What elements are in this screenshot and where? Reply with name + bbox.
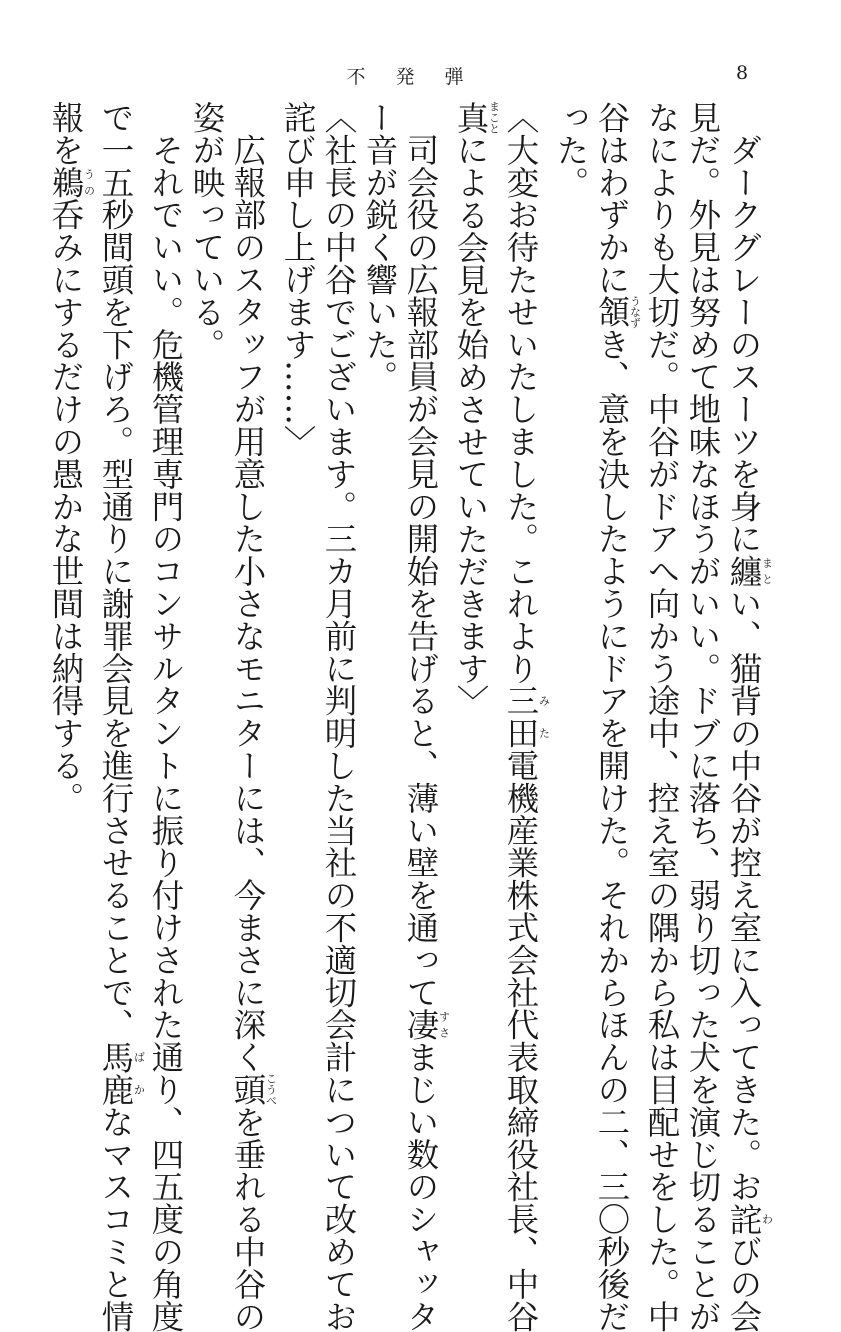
page-number: 8 (736, 62, 749, 84)
furigana-unomi: 鵜うの (47, 165, 96, 199)
text-column-4: 谷はわずかに頷うなずき、意を決したようにドアを開けた。それからほんの二、三〇秒後だ (593, 101, 642, 1332)
text-column-13: 姿が映っている。 (188, 101, 226, 361)
furigana-baka: 馬鹿ばか (97, 1040, 146, 1106)
running-header-title: 不発弾 (346, 66, 494, 88)
text-column-16: 報を鵜うの呑みにするだけの愚かな世間は納得する。 (47, 101, 96, 814)
furigana-unazu: 頷うなず (593, 295, 642, 329)
text-column-1: ダークグレーのスーツを身に纏まとい、猫背の中谷が控え室に入ってきた。お詫わびの会 (725, 101, 774, 1332)
text-column-10: 〈社長の中谷でございます。三カ月前に判明した当社の不適切会計について改めてお (320, 101, 358, 1332)
text-column-9: ー音が鋭く響いた。 (361, 101, 399, 393)
text-column-3: なによりも大切だ。中谷がドアへ向かう途中、控え室の隅から私は目配せをした。中 (643, 101, 681, 1332)
furigana-mita: 三田みた (502, 684, 551, 750)
text-column-5: った。 (552, 101, 590, 199)
text-column-11: 詫び申し上げます……〉 (279, 101, 317, 458)
text-column-12: 広報部のスタッフが用意した小さなモニターには、今まさに深く頭こうべを垂れる中谷の (229, 101, 278, 1332)
furigana-matou: 纏まと (725, 554, 774, 588)
furigana-makoto: 真まこと (452, 101, 501, 134)
text-column-7: 真まことによる会見を始めさせていただきます〉 (452, 101, 501, 717)
text-column-2: 見だ。外見は努めて地味なほうがいい。ドブに落ち、弱り切った犬を演じ切ることが (684, 101, 722, 1332)
text-column-8: 司会役の広報部員が会見の開始を告げると、薄い壁を通って凄すさまじい数のシャッタ (402, 101, 451, 1332)
text-column-15: で一五秒間頭を下げろ。型通りに謝罪会見を進行させることで、馬鹿ばかなマスコミと情 (97, 101, 146, 1332)
body-text (45, 101, 774, 1332)
text-column-14: それでいい。危機管理専門のコンサルタントに振り付けされた通り、四五度の角度 (147, 101, 185, 1332)
furigana-koube: 頭こうべ (229, 1072, 278, 1106)
furigana-susa: 凄すさ (402, 1008, 451, 1041)
text-column-6: 〈大変お待たせいたしました。これより三田みた電機産業株式会社代表取締役社長、中谷 (502, 101, 551, 1332)
furigana-wabi: 詫わ (725, 1202, 774, 1236)
